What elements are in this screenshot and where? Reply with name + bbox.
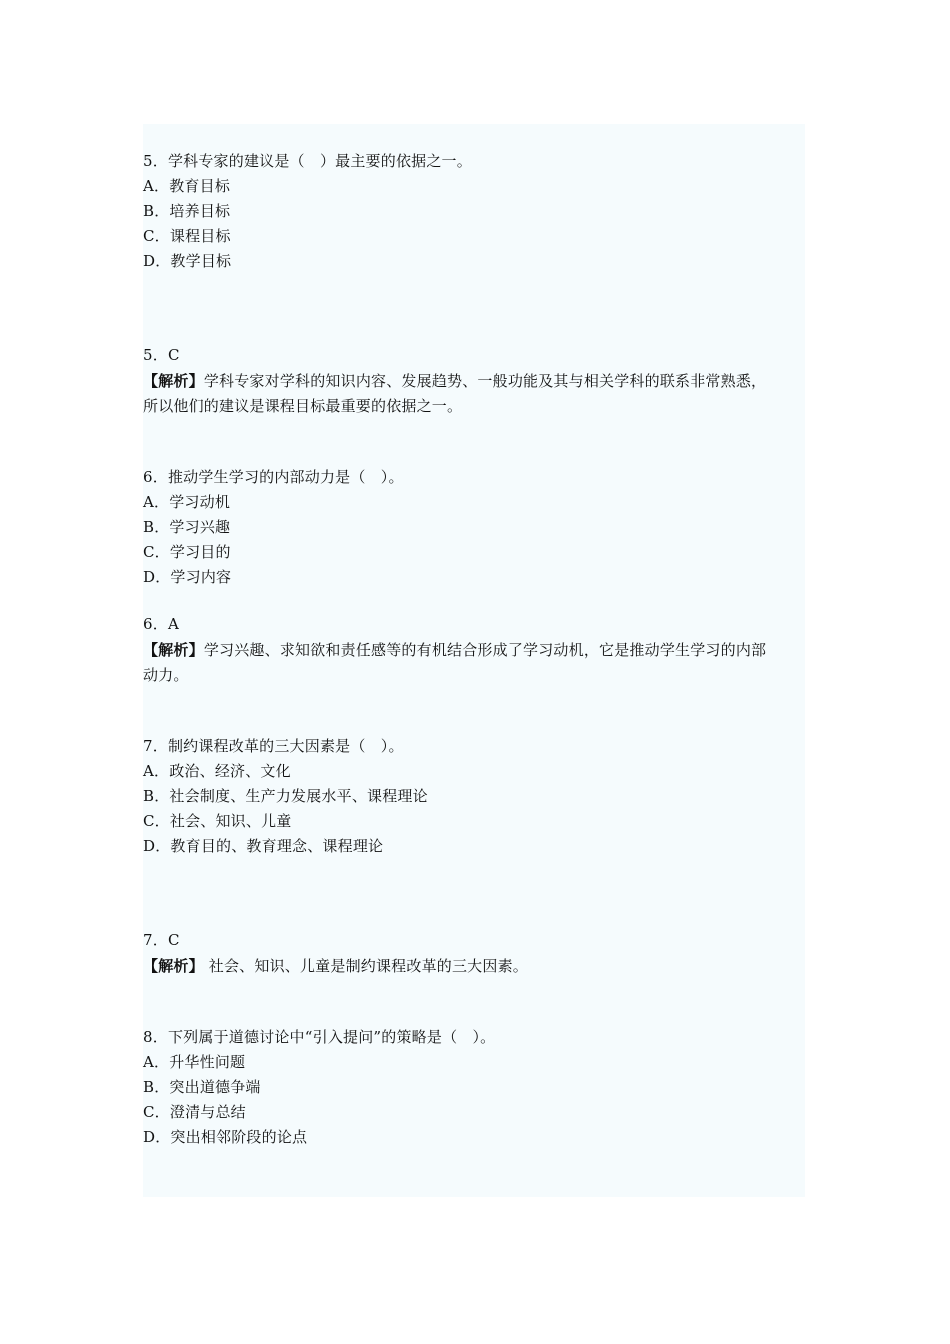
- question-8-option-a: A．升华性问题: [143, 1053, 246, 1071]
- question-6-option-d: D．学习内容: [143, 568, 232, 586]
- question-5-option-c: C．课程目标: [143, 227, 231, 245]
- question-5-answer: 5．C: [143, 346, 180, 364]
- question-8-option-b: B．突出道德争端: [143, 1078, 261, 1096]
- question-7-option-b: B．社会制度、生产力发展水平、课程理论: [143, 787, 428, 805]
- question-7-option-d: D．教育目的、教育理念、课程理论: [143, 837, 384, 855]
- question-7-option-a: A．政治、经济、文化: [143, 762, 291, 780]
- question-5-option-a: A．教育目标: [143, 177, 231, 195]
- question-6-option-b: B．学习兴趣: [143, 518, 231, 536]
- question-6-analysis-line-2: 动力。: [143, 666, 189, 684]
- question-7-analysis-line-1: [143, 956, 528, 976]
- question-5-analysis-line-2: 所以他们的建议是课程目标最重要的依据之一。: [143, 397, 463, 415]
- analysis-tag: 【解析】: [143, 957, 204, 975]
- question-6-option-a: A．学习动机: [143, 493, 231, 511]
- question-5-stem: 5．学科专家的建议是（ ）最主要的依据之一。: [143, 152, 472, 170]
- analysis-text: 社会、知识、儿童是制约课程改革的三大因素。: [203, 957, 528, 975]
- analysis-text: 学习兴趣、求知欲和责任感等的有机结合形成了学习动机，它是推动学生学习的内部: [203, 641, 767, 659]
- question-8-option-d: D．突出相邻阶段的论点: [143, 1128, 308, 1146]
- question-6-stem: 6．推动学生学习的内部动力是（ ）。: [143, 468, 404, 486]
- analysis-tag: 【解析】: [143, 641, 204, 659]
- question-6-option-c: C．学习目的: [143, 543, 231, 561]
- analysis-text: 学科专家对学科的知识内容、发展趋势、一般功能及其与相关学科的联系非常熟悉，: [203, 372, 767, 390]
- question-5-analysis-line-1: [143, 371, 766, 391]
- question-5-option-d: D．教学目标: [143, 252, 232, 270]
- question-8-option-c: C．澄清与总结: [143, 1103, 246, 1121]
- question-7-stem: 7．制约课程改革的三大因素是（ ）。: [143, 737, 404, 755]
- question-7-option-c: C．社会、知识、儿童: [143, 812, 292, 830]
- question-6-answer: 6．A: [143, 615, 179, 633]
- question-5-option-b: B．培养目标: [143, 202, 231, 220]
- question-7-answer: 7．C: [143, 931, 180, 949]
- question-8-stem: 8．下列属于道德讨论中“引入提问”的策略是（ ）。: [143, 1028, 496, 1046]
- analysis-tag: 【解析】: [143, 372, 204, 390]
- question-6-analysis-line-1: [143, 640, 766, 660]
